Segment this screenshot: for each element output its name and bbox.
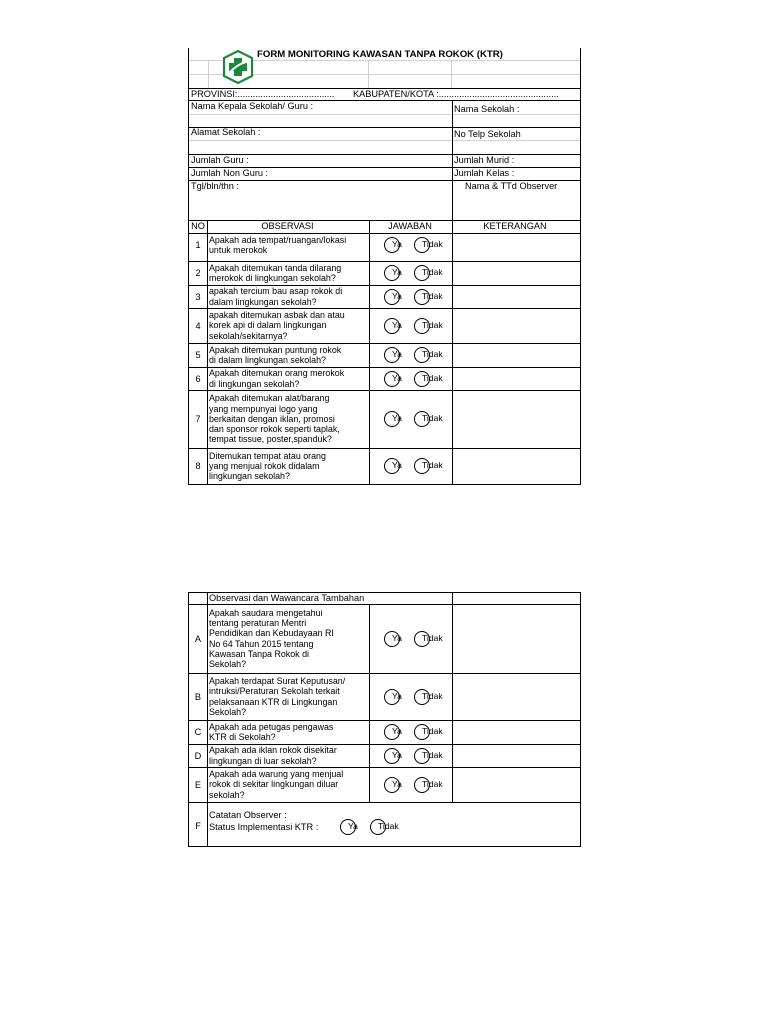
question-text: Apakah ada petugas pengawas [209,721,334,732]
question-text: yang mempunyai logo yang [209,403,318,414]
row-no: 7 [195,414,201,424]
question-text: Apakah saudara mengetahui [209,607,323,618]
tidak-label: Tidak [422,632,443,643]
question-text: korek api di dalam lingkungan [209,320,327,331]
observation-answer [384,458,462,474]
question-text: sekolah? [209,789,245,800]
question-text: yang menjual rokok didalam [209,460,320,471]
interview-answer [384,689,462,705]
tidak-label: Tidak [422,319,443,330]
interview-answer [384,631,462,647]
tidak-label: Tidak [422,749,443,760]
tanggal-field[interactable]: Tgl/bln/thn : [191,181,240,191]
kepala-sekolah-field[interactable]: Nama Kepala Sekolah/ Guru : [191,101,314,111]
ya-label: Ya [392,267,402,277]
col-observasi-header: OBSERVASI [261,221,314,231]
question-text: di lingkungan sekolah? [209,378,300,389]
question-text: Apakah ditemukan orang merokok [209,368,345,379]
question-text: Apakah terdapat Surat Keputusan/ [209,675,346,686]
tidak-label: Tidak [422,413,443,423]
question-text: Apakah ada iklan rokok disekitar [209,745,337,756]
tidak-label: Tidak [422,372,443,383]
question-text: Apakah ditemukan alat/barang [209,393,330,404]
ya-label: Ya [392,290,402,301]
question-text: di dalam lingkungan sekolah? [209,355,326,365]
row-no: E [194,779,202,790]
ya-label: Ya [392,460,402,470]
question-text: merokok di lingkungan sekolah? [209,273,336,283]
question-text: KTR di Sekolah? [209,732,276,742]
question-text: Pendidikan dan Kebudayaan RI [209,628,334,639]
ya-label: Ya [392,319,402,330]
question-text: intruksi/Peraturan Sekolah terkait [209,686,340,697]
tidak-label: Tidak [378,821,399,831]
tidak-label: Tidak [422,239,443,249]
question-text: Apakah ditemukan puntung rokok [209,344,342,355]
row-no: 6 [195,373,201,384]
alamat-sekolah-field[interactable]: Alamat Sekolah : [191,127,261,137]
tidak-label: Tidak [422,290,443,301]
health-cross-logo-icon [221,50,255,84]
observation-answer [384,318,462,334]
question-text: rokok di sekitar lingkungan diluar [209,779,339,790]
question-text: Apakah ada tempat/ruangan/lokasi [209,234,347,245]
status-implementasi-label: Status Implementasi KTR : [209,822,319,832]
observation-answer [384,371,462,387]
jumlah-murid-field[interactable]: Jumlah Murid : [454,155,515,165]
row-no: B [194,691,202,702]
row-no: 4 [195,320,201,331]
question-text: apakah tercium bau asap rokok di [209,286,343,297]
question-text: Apakah ditemukan tanda dilarang [209,262,342,273]
interview-answer [384,748,462,764]
nama-sekolah-field[interactable]: Nama Sekolah : [454,104,520,114]
tidak-label: Tidak [422,267,443,277]
tidak-label: Tidak [422,778,443,789]
question-text: Apakah ada warung yang menjual [209,769,344,780]
observer-field[interactable]: Nama & TTd Observer [465,181,558,191]
row-no: 2 [195,268,201,278]
question-text: Kawasan Tanpa Rokok di [209,648,309,659]
observation-answer [384,265,462,281]
question-text: Ditemukan tempat atau orang [209,450,326,461]
question-text: sekolah/sekitarnya? [209,330,288,341]
question-text: untuk merokok [209,245,268,255]
row-no: A [194,633,202,644]
question-text: Sekolah? [209,706,247,717]
col-no-header: NO [191,221,205,231]
question-text: dalam lingkungan sekolah? [209,296,317,307]
ya-label: Ya [392,413,402,423]
tidak-label: Tidak [422,690,443,701]
question-text: berkaitan dengan iklan, promosi [209,413,335,424]
ya-label: Ya [392,349,402,359]
col-jawaban-header: JAWABAN [388,221,432,231]
ya-label: Ya [392,726,402,736]
question-text: tentang peraturan Mentri [209,617,307,628]
ya-label: Ya [392,632,402,643]
observation-answer [384,347,462,363]
tambahan-heading: Observasi dan Wawancara Tambahan [209,593,365,603]
interview-answer [384,724,462,740]
ya-label: Ya [392,778,402,789]
observation-answer [384,289,462,305]
row-no: 3 [195,291,201,302]
jumlah-guru-field[interactable]: Jumlah Guru : [191,155,249,165]
interview-answer [384,777,462,793]
catatan-observer-field[interactable]: Catatan Observer : [209,810,287,820]
row-no: 5 [195,350,201,360]
tidak-label: Tidak [422,460,443,470]
form-title: FORM MONITORING KAWASAN TANPA ROKOK (KTR) [257,49,503,60]
status-implementasi-answer [340,819,418,835]
row-no: 1 [195,240,201,250]
ya-label: Ya [392,239,402,249]
kabupaten-field[interactable]: KABUPATEN/KOTA :............................................... [353,89,559,99]
question-text: apakah ditemukan asbak dan atau [209,310,345,321]
col-keterangan-header: KETERANGAN [483,221,547,231]
observation-answer [384,237,462,253]
question-text: pelaksanaan KTR di Lingkungan [209,696,338,707]
question-text: dan sponsor rokok seperti taplak, [209,424,340,435]
ya-label: Ya [392,749,402,760]
ya-label: Ya [348,821,358,831]
question-text: Sekolah? [209,659,247,670]
telp-sekolah-field[interactable]: No Telp Sekolah [454,129,521,139]
provinsi-field[interactable]: PROVINSI:...................................... [191,89,335,99]
question-text: No 64 Tahun 2015 tentang [209,638,314,649]
ya-label: Ya [392,690,402,701]
row-no: C [194,727,202,737]
row-no: D [194,750,202,761]
observation-answer [384,411,462,427]
question-text: tempat tissue, poster,spanduk? [209,434,332,445]
ya-label: Ya [392,372,402,383]
question-text: lingkungan di luar sekolah? [209,755,317,766]
jumlah-kelas-field[interactable]: Jumlah Kelas : [454,168,515,178]
tidak-label: Tidak [422,349,443,359]
row-no: F [195,821,201,831]
question-text: lingkungan sekolah? [209,471,290,482]
row-no: 8 [195,461,201,471]
jumlah-non-guru-field[interactable]: Jumlah Non Guru : [191,168,269,178]
tidak-label: Tidak [422,726,443,736]
